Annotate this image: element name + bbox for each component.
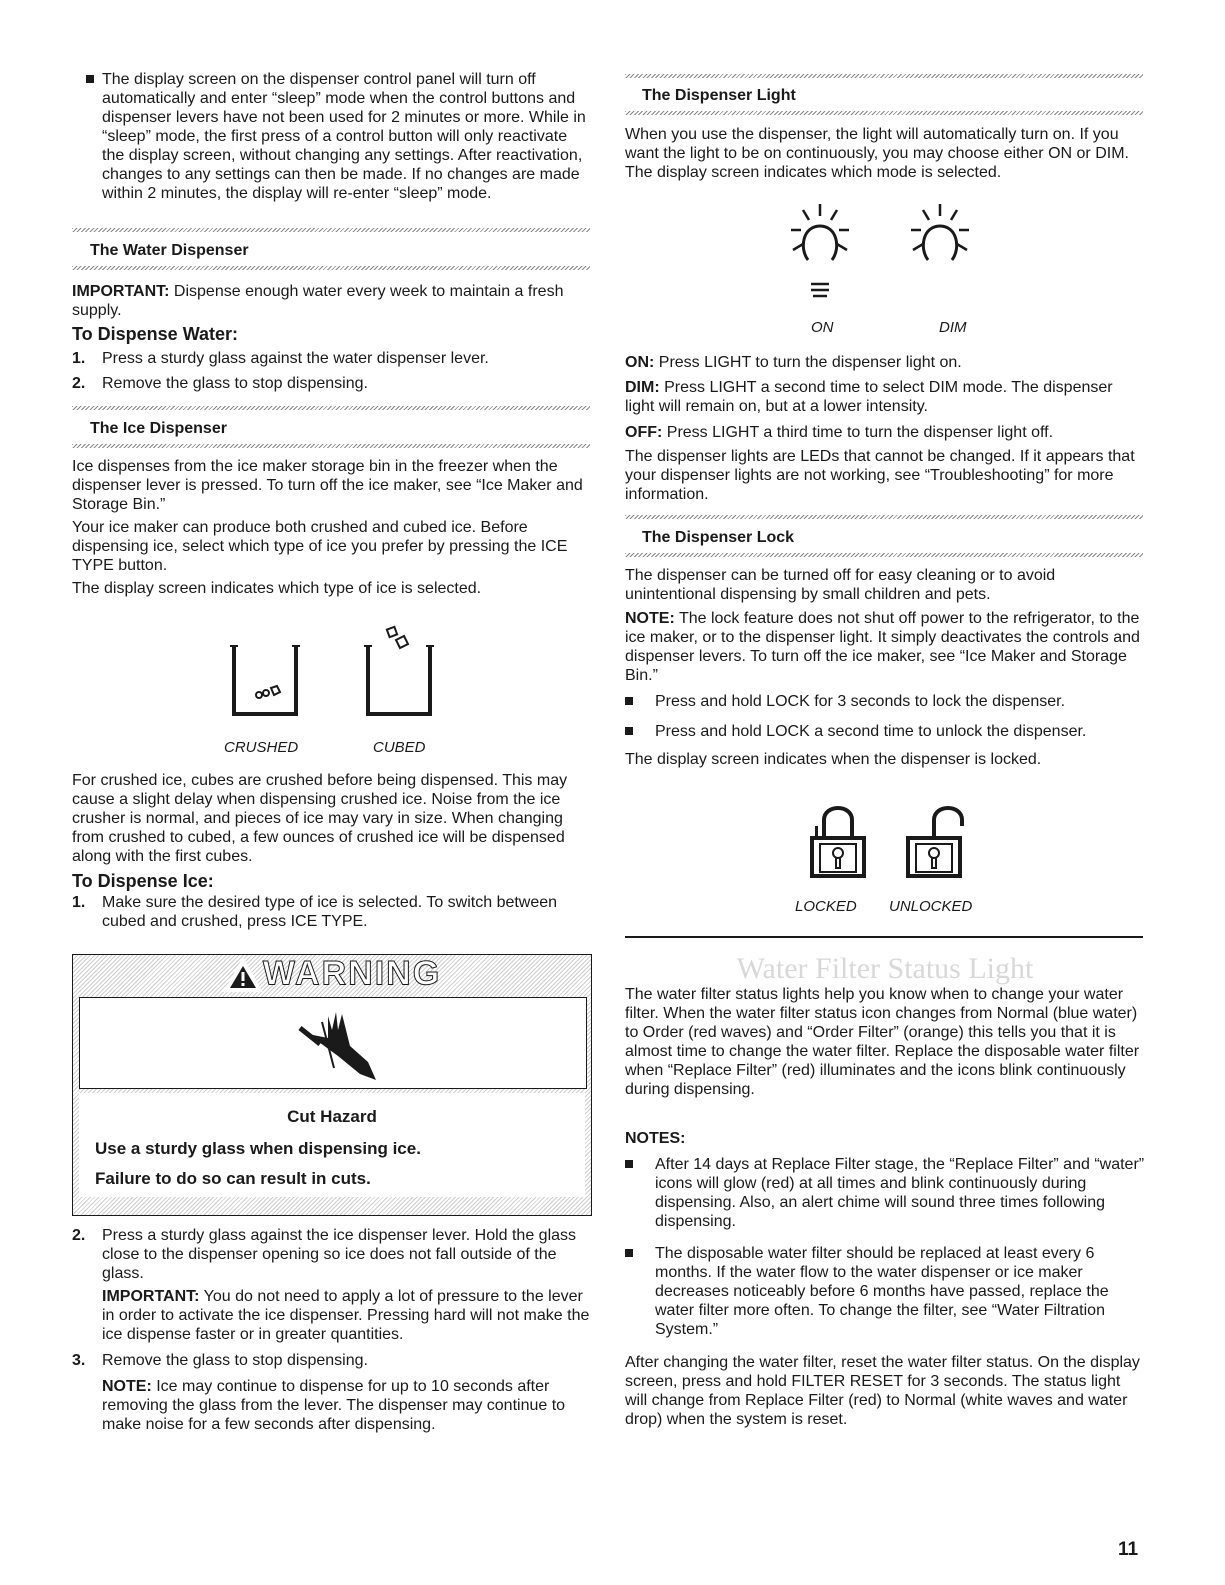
sleep-bullet-text: The display screen on the dispenser control panel will turn off automatically and enter “sleep” mode when the control buttons and dispenser levers have not been used for 2 minutes or more. While in “sleep” mode, the first press of a control button will only reactivate the display screen, without changing any settings. After reactivation, changes to any settings can then be made. If no changes are made within 2 minutes, the display will re-enter “sleep” mode. [102, 71, 586, 202]
important-label: IMPORTANT: [72, 283, 170, 300]
locked-label: LOCKED [795, 898, 857, 915]
cubed-label: CUBED [373, 739, 426, 756]
step-text: Make sure the desired type of ice is selected. To switch between cubed and crushed, press ICE TYPE. [102, 894, 558, 930]
on-mode-text: Press LIGHT to turn the dispenser light on. [654, 354, 962, 371]
lock-note [625, 609, 1145, 685]
bullet-marker [86, 75, 94, 83]
dispenser-lock-heading: The Dispenser Lock [642, 529, 795, 546]
water-step-1 [72, 349, 592, 368]
page-number: 11 [1118, 1539, 1139, 1560]
light-paragraph-2: The dispenser lights are LEDs that cannot be changed. If it appears that your dispenser lights are not working, see “Troubleshooting” for more information. [625, 448, 1135, 503]
bullet-marker [625, 697, 633, 705]
lock-paragraph-2: The display screen indicates when the dispenser is locked. [625, 751, 1042, 768]
ice-dispenser-heading: The Ice Dispenser [90, 420, 227, 437]
light-on-description [625, 353, 1145, 372]
step-number: 2. [72, 1227, 86, 1244]
ice-paragraph-2: Your ice maker can produce both crushed and cubed ice. Before dispensing ice, select which type of ice you prefer by pressing the ICE TYPE button. [72, 519, 568, 574]
ice-paragraph-1: Ice dispenses from the ice maker storage bin in the freezer when the dispenser lever is pressed. To turn off the ice maker, see “Ice Maker and Storage Bin.” [72, 458, 583, 513]
on-mode-label: ON: [625, 354, 655, 371]
section-divider [625, 553, 1143, 557]
dim-label: DIM [939, 319, 967, 336]
note-label: NOTE: [102, 1378, 152, 1395]
dispenser-light-heading: The Dispenser Light [642, 87, 796, 104]
step-text: Remove the glass to stop dispensing. [102, 1352, 368, 1369]
note-text: The lock feature does not shut off power to the refrigerator, to the ice maker, or to the dispenser light. It simply deactivates the controls and dispenser levers. To turn off the ice maker, see “Ice Maker and Storage Bin.” [625, 610, 1140, 684]
cut-hand-icon [298, 1004, 378, 1084]
section-rule [625, 936, 1143, 938]
cubed-ice-icon [358, 620, 438, 720]
ice-paragraph-3: The display screen indicates which type of ice is selected. [72, 580, 482, 597]
warning-box [72, 954, 592, 1216]
bullet-marker [625, 1160, 633, 1168]
important-text: Dispense enough water every week to maintain a fresh supply. [72, 283, 564, 319]
filter-paragraph-1: The water filter status lights help you know when to change your water filter. When the water filter status icon changes from Normal (blue water) to Order (red waves) and “Order Filter” (orange) this tells you that it is almost time to change the water filter. Replace the disposable water filter when “Replace Filter” (red) illuminates and the icons blink continuously during dispensing. [625, 986, 1140, 1098]
step-text: Remove the glass to stop dispensing. [102, 375, 368, 392]
warning-title: WARNING [262, 954, 442, 993]
on-label: ON [811, 319, 834, 336]
section-divider [72, 266, 590, 270]
water-important [72, 282, 592, 320]
warning-triangle-icon [223, 957, 263, 993]
light-paragraph-1: When you use the dispenser, the light will automatically turn on. If you want the light to be on continuously, you may choose either ON or DIM. The display screen indicates which mode is selected. [625, 126, 1129, 181]
off-mode-text: Press LIGHT a third time to turn the dispenser light off. [662, 424, 1054, 441]
ice-paragraph-4: For crushed ice, cubes are crushed before being dispensed. This may cause a slight delay when dispensing crushed ice. Noise from the ice crusher is normal, and pieces of ice may vary in size. When changing from crushed to cubed, a few ounces of crushed ice will be dispensed along with the first cubes. [72, 772, 568, 865]
step-number: 1. [72, 350, 86, 367]
ice-step-2-important [102, 1287, 592, 1344]
section-divider [625, 74, 1143, 78]
sleep-bullet [86, 70, 592, 203]
filter-notes-label: NOTES: [625, 1130, 686, 1147]
filter-paragraph-2: After changing the water filter, reset the water filter status. On the display screen, press and hold FILTER RESET for 3 seconds. The status light will change from Replace Filter (red) to Normal (white waves and water drop) when the system is reset. [625, 1354, 1140, 1428]
warning-line-2: Failure to do so can result in cuts. [95, 1169, 371, 1188]
important-text: You do not need to apply a lot of pressure to the lever in order to activate the ice dispenser. Pressing hard will not make the ice dispense faster or in greater quantities. [102, 1288, 590, 1343]
light-on-icon [785, 202, 855, 302]
lock-paragraph-1: The dispenser can be turned off for easy cleaning or to avoid unintentional dispensing by small children and pets. [625, 567, 1056, 603]
step-number: 2. [72, 375, 86, 392]
note-text: Ice may continue to dispense for up to 10 seconds after removing the glass from the lever. The dispenser may continue to make noise for a few seconds after dispensing. [102, 1378, 566, 1433]
step-number: 3. [72, 1352, 86, 1369]
warning-line-1: Use a sturdy glass when dispensing ice. [95, 1139, 421, 1158]
bullet-marker [625, 1249, 633, 1257]
lock-bullet-1 [625, 692, 1145, 711]
section-divider [625, 111, 1143, 115]
off-mode-label: OFF: [625, 424, 663, 441]
light-dim-icon [905, 202, 975, 282]
warning-banner [73, 955, 591, 997]
ice-step-1 [72, 893, 592, 931]
hazard-title: Cut Hazard [287, 1107, 377, 1126]
section-divider [72, 444, 590, 448]
to-dispense-water-heading: To Dispense Water: [72, 324, 239, 344]
bullet-text: After 14 days at Replace Filter stage, the “Replace Filter” and “water” icons will glow (red) at all times and blink continuously during dispensing. Also, an alert chime will sound three times following dispensing. [655, 1156, 1145, 1230]
light-off-description [625, 423, 1145, 442]
ice-step-3-note [102, 1377, 592, 1434]
bullet-text: Press and hold LOCK a second time to unlock the dispenser. [655, 723, 1087, 740]
ice-step-3 [72, 1351, 592, 1370]
step-text: Press a sturdy glass against the ice dispenser lever. Hold the glass close to the dispenser opening so ice does not fall outside of the glass. [102, 1227, 577, 1282]
important-label: IMPORTANT: [102, 1288, 200, 1305]
step-text: Press a sturdy glass against the water dispenser lever. [102, 350, 489, 367]
crushed-label: CRUSHED [224, 739, 299, 756]
hazard-symbol-panel [79, 997, 587, 1089]
unlocked-label: UNLOCKED [889, 898, 973, 915]
light-dim-description [625, 378, 1145, 416]
note-label: NOTE: [625, 610, 675, 627]
dim-mode-label: DIM: [625, 379, 660, 396]
filter-bullet-2 [625, 1244, 1145, 1339]
filter-bullet-1 [625, 1155, 1145, 1231]
bullet-marker [625, 727, 633, 735]
step-number: 1. [72, 894, 86, 911]
warning-text-panel [79, 1093, 585, 1197]
section-divider [72, 406, 590, 410]
bullet-text: The disposable water filter should be replaced at least every 6 months. If the water flow to the water dispenser or ice maker decreases noticeably before 6 months have passed, replace the water filter more often. To change the filter, see “Water Filtration System.” [655, 1245, 1109, 1338]
ice-step-2 [72, 1226, 592, 1283]
crushed-ice-icon [226, 640, 306, 720]
section-divider [625, 515, 1143, 519]
water-dispenser-heading: The Water Dispenser [90, 242, 249, 259]
section-divider [72, 228, 590, 232]
water-step-2 [72, 374, 592, 393]
locked-icon [808, 800, 868, 880]
to-dispense-ice-heading: To Dispense Ice: [72, 871, 214, 891]
water-filter-title: Water Filter Status Light [736, 952, 1034, 985]
lock-bullet-2 [625, 722, 1145, 741]
unlocked-icon [904, 800, 984, 880]
dim-mode-text: Press LIGHT a second time to select DIM mode. The dispenser light will remain on, but at a lower intensity. [625, 379, 1113, 415]
bullet-text: Press and hold LOCK for 3 seconds to lock the dispenser. [655, 693, 1066, 710]
